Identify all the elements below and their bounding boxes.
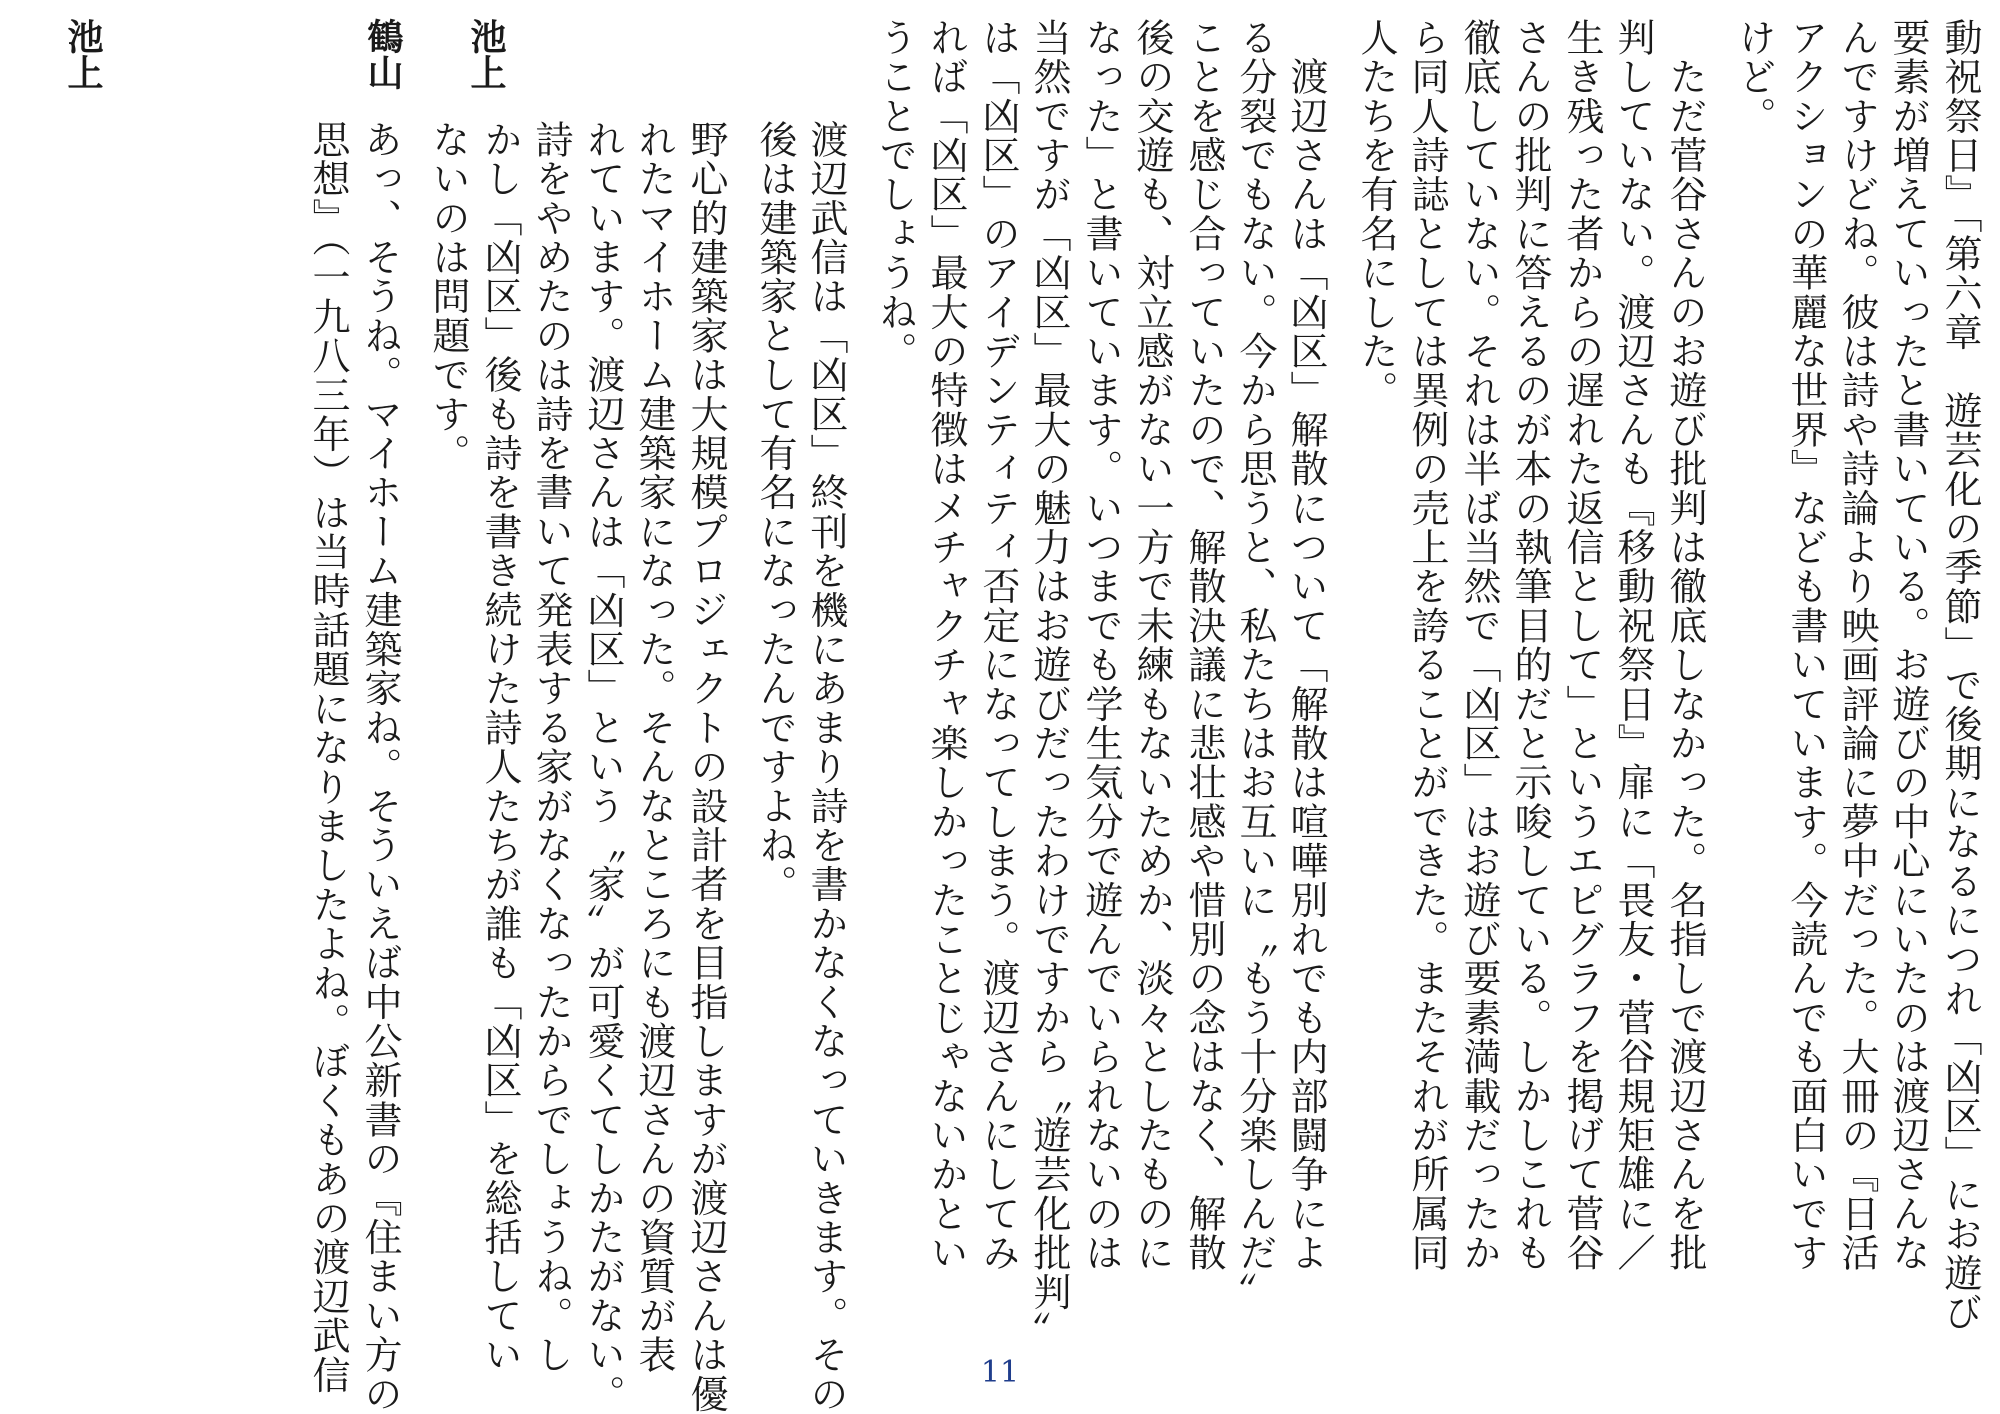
text-line: は「凶区」のアイデンティティ否定になってしまう。渡辺さんにしてみ [976, 18, 1020, 1273]
text-line: れています。渡辺さんは「凶区」という〝家〟が可愛くてしかたがない。 [581, 120, 625, 1414]
page-number: 11 [980, 1355, 1020, 1390]
text-line: なった」と書いています。いつまでも学生気分で遊んでいられないのは [1079, 18, 1123, 1273]
text-line: 渡辺さんは「凶区」解散について「解散は喧嘩別れでも内部闘争によ [1284, 18, 1328, 1273]
text-line: アクションの華麗な世界』なども書いています。今読んでも面白いです [1784, 18, 1828, 1273]
speaker-label-ikegami-2: 池上 [62, 18, 103, 90]
text-line: 人たちを有名にした。 [1354, 18, 1398, 410]
text-line: 生き残った者からの遅れた返信として」というエピグラフを掲げて菅谷 [1560, 18, 1604, 1273]
text-line: 動祝祭日』「第六章 遊芸化の季節」で後期になるにつれ「凶区」にお遊び [1938, 18, 1982, 1332]
text-line: れたマイホーム建築家になった。そんなところにも渡辺さんの資質が表 [632, 120, 676, 1375]
speaker-label-tsuruyama: 鶴山 [362, 18, 403, 90]
text-line: ら同人詩誌としては異例の売上を誇ることができた。またそれが所属同 [1405, 18, 1449, 1273]
text-line: 詩をやめたのは詩を書いて発表する家がなくなったからでしょうね。し [529, 120, 573, 1375]
text-line: 野心的建築家は大規模プロジェクトの設計者を目指しますが渡辺さんは優 [684, 120, 728, 1414]
text-line: 後は建築家として有名になったんですよね。 [753, 120, 797, 904]
text-line: 当然ですが「凶区」最大の魅力はお遊びだったわけですから〝遊芸化批判〟 [1027, 18, 1071, 1351]
text-line: んですけどね。彼は詩や詩論より映画評論に夢中だった。大冊の『日活 [1835, 18, 1879, 1273]
text-line: けど。 [1732, 18, 1776, 136]
text-line: さんの批判に答えるのが本の執筆目的だと示唆している。しかしこれも [1508, 18, 1552, 1273]
text-line: ないのは問題です。 [426, 120, 470, 473]
text-line: れば「凶区」最大の特徴はメチャクチャ楽しかったことじゃないかとい [924, 18, 968, 1273]
text-line: る分裂でもない。今から思うと、私たちはお互いに〝もう十分楽しんだ〟 [1233, 18, 1277, 1312]
text-line: 後の交遊も、対立感がない一方で未練もないためか、淡々としたものに [1130, 18, 1174, 1273]
text-line: ことを感じ合っていたので、解散決議に悲壮感や惜別の念はなく、解散 [1182, 18, 1226, 1273]
text-line: ただ菅谷さんのお遊び批判は徹底しなかった。名指しで渡辺さんを批 [1663, 18, 1707, 1273]
text-line: かし「凶区」後も詩を書き続けた詩人たちが誰も「凶区」を総括してい [478, 120, 522, 1375]
text-line: 思想』（一九八三年）は当時話題になりましたよね。ぼくもあの渡辺武信 [306, 120, 350, 1395]
text-line: 徹底していない。それは半ば当然で「凶区」はお遊び要素満載だったか [1457, 18, 1501, 1273]
text-line: 渡辺武信は「凶区」終刊を機にあまり詩を書かなくなっていきます。その [804, 120, 848, 1414]
text-line: 要素が増えていったと書いている。お遊びの中心にいたのは渡辺さんな [1886, 18, 1930, 1273]
speaker-label-ikegami-1: 池上 [465, 18, 506, 90]
text-line: うことでしょうね。 [873, 18, 917, 371]
text-line: あっ、そうね。マイホーム建築家ね。そういえば中公新書の『住まい方の [358, 120, 402, 1414]
text-line: 判していない。渡辺さんも『移動祝祭日』扉に「畏友・菅谷規矩雄に／ [1611, 18, 1655, 1273]
